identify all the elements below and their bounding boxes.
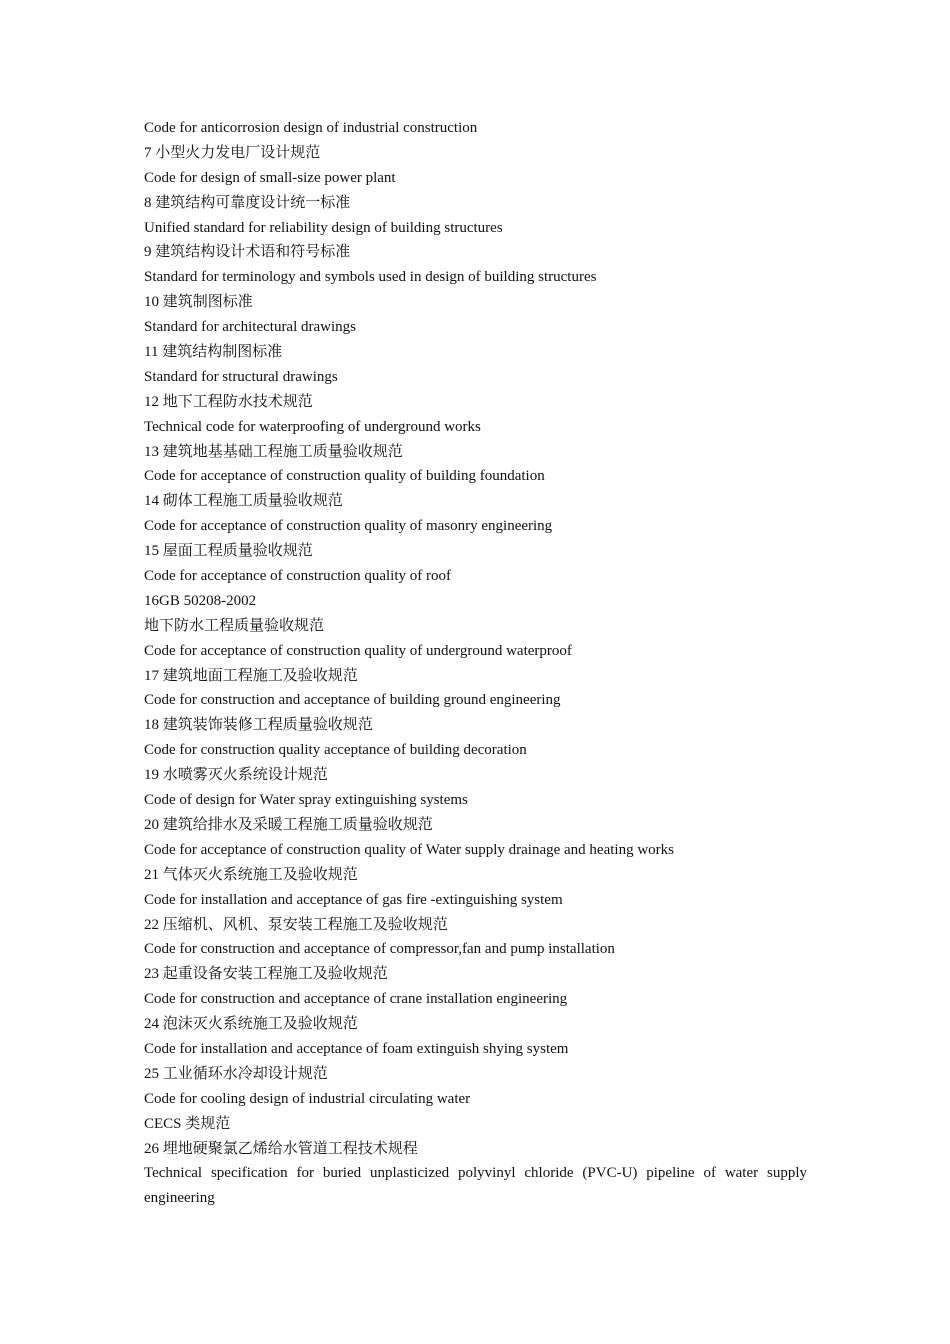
text-line: 16GB 50208-2002 [144, 592, 257, 609]
text-line: Technical specification for buried unplasticized polyvinyl chloride (PVC-U) pipeline of water supply engineering [144, 1165, 807, 1207]
text-line: Code for construction and acceptance of crane installation engineering [144, 991, 568, 1008]
text-line: 11 建筑结构制图标准 [144, 344, 283, 361]
text-line: Code for acceptance of construction quality of building foundation [144, 468, 545, 485]
text-line: Unified standard for reliability design of building structures [144, 219, 503, 236]
text-line: 8 建筑结构可靠度设计统一标准 [144, 194, 351, 211]
text-line: 24 泡沫灭火系统施工及验收规范 [144, 1016, 358, 1033]
text-line: 20 建筑给排水及采暖工程施工质量验收规范 [144, 816, 433, 833]
text-line: 22 压缩机、风机、泵安装工程施工及验收规范 [144, 916, 448, 933]
text-line: Code for acceptance of construction quality of underground waterproof [144, 642, 572, 659]
text-line: Code for installation and acceptance of foam extinguish shying system [144, 1040, 569, 1057]
text-line: 15 屋面工程质量验收规范 [144, 543, 313, 560]
text-line: Code for anticorrosion design of industrial construction [144, 120, 478, 136]
text-line: 23 起重设备安装工程施工及验收规范 [144, 966, 388, 983]
text-line: 21 气体灭火系统施工及验收规范 [144, 866, 358, 883]
text-line: Code for construction and acceptance of compressor,fan and pump installation [144, 941, 615, 958]
text-line: 地下防水工程质量验收规范 [144, 617, 325, 634]
document-page [144, 116, 807, 1211]
text-line: CECS 类规范 [144, 1115, 231, 1132]
text-line: Standard for architectural drawings [144, 319, 356, 336]
text-line: 12 地下工程防水技术规范 [144, 393, 313, 410]
text-line: Code for acceptance of construction quality of roof [144, 568, 451, 585]
text-line: Standard for terminology and symbols used in design of building structures [144, 269, 597, 286]
text-line: Code for acceptance of construction quality of masonry engineering [144, 518, 553, 535]
text-line: 10 建筑制图标准 [144, 294, 253, 311]
text-line: Standard for structural drawings [144, 368, 338, 385]
text-line: Code of design for Water spray extinguishing systems [144, 792, 468, 809]
text-line: 17 建筑地面工程施工及验收规范 [144, 667, 358, 684]
text-line: 26 埋地硬聚氯乙烯给水管道工程技术规程 [144, 1140, 418, 1157]
text-line: Code for construction and acceptance of building ground engineering [144, 692, 561, 709]
text-line: 13 建筑地基基础工程施工质量验收规范 [144, 443, 403, 460]
text-line: 7 小型火力发电厂设计规范 [144, 144, 321, 161]
text-line: 14 砌体工程施工质量验收规范 [144, 493, 343, 510]
text-line: 9 建筑结构设计术语和符号标准 [144, 244, 351, 261]
text-line: 18 建筑装饰装修工程质量验收规范 [144, 717, 373, 734]
text-line: Code for acceptance of construction quality of Water supply drainage and heating works [144, 841, 675, 858]
text-line: Technical code for waterproofing of underground works [144, 418, 481, 435]
text-line: Code for installation and acceptance of gas fire -extinguishing system [144, 891, 563, 908]
text-line: Code for construction quality acceptance of building decoration [144, 742, 527, 759]
text-line: 19 水喷雾灭火系统设计规范 [144, 767, 328, 784]
text-line: Code for design of small-size power plant [144, 169, 396, 186]
text-line: 25 工业循环水冷却设计规范 [144, 1065, 328, 1082]
text-line: Code for cooling design of industrial circulating water [144, 1090, 471, 1107]
